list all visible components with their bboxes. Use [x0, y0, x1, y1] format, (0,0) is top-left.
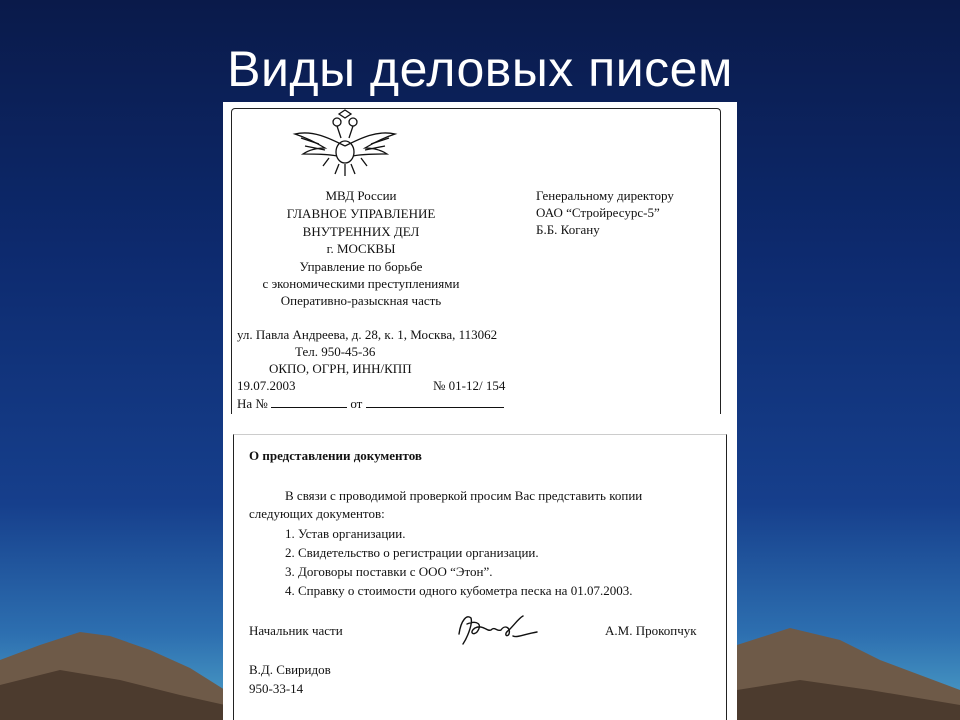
body-list-item: 3. Договоры поставки с ООО “Этон”. — [285, 564, 493, 579]
letter-body-scan — [223, 420, 737, 720]
body-list-item: 4. Справку о стоимости одного кубометра песка на 01.07.2003. — [285, 583, 633, 598]
reference-label: На № — [237, 396, 268, 411]
signer-name: А.М. Прокопчук — [605, 623, 697, 638]
body-intro-line2: следующих документов: — [249, 506, 385, 521]
letter-date: 19.07.2003 — [237, 378, 296, 393]
sender-department-cont: ВНУТРЕННИХ ДЕЛ — [302, 224, 420, 239]
recipient-title: Генеральному директору — [536, 188, 674, 203]
recipient-name: Б.Б. Когану — [536, 222, 600, 237]
letter-header-scan — [223, 102, 737, 420]
reference-line — [237, 396, 504, 412]
sender-phone: Тел. 950-45-36 — [295, 344, 376, 359]
sender-address: ул. Павла Андреева, д. 28, к. 1, Москва, 113062 — [237, 327, 498, 342]
reference-date-blank — [366, 396, 504, 408]
signer-title: Начальник части — [249, 623, 343, 638]
body-list-item: 1. Устав организации. — [285, 526, 406, 541]
sender-department: ГЛАВНОЕ УПРАВЛЕНИЕ — [286, 206, 436, 221]
sender-city: г. МОСКВЫ — [326, 241, 396, 256]
eagle-emblem-icon — [289, 108, 401, 178]
sender-division: Управление по борьбе — [299, 259, 423, 274]
handwritten-signature-icon — [453, 610, 543, 650]
body-intro-line1: В связи с проводимой проверкой просим Вас представить копии — [285, 488, 643, 503]
letter-number: № 01-12/ 154 — [433, 378, 506, 393]
body-list-item: 2. Свидетельство о регистрации организации. — [285, 545, 539, 560]
reference-number-blank — [271, 396, 347, 408]
sender-unit: Оперативно-разыскная часть — [280, 293, 442, 308]
executor-name: В.Д. Свиридов — [249, 662, 331, 677]
slide-title: Виды деловых писем — [227, 41, 733, 97]
executor-phone: 950-33-14 — [249, 681, 304, 696]
sender-codes: ОКПО, ОГРН, ИНН/КПП — [269, 361, 412, 376]
sender-division-cont: с экономическими преступлениями — [262, 276, 460, 291]
sender-ministry: МВД России — [325, 188, 397, 203]
reference-from-label: от — [350, 396, 363, 411]
letter-subject: О представлении документов — [249, 448, 422, 463]
recipient-company: ОАО “Стройресурс-5” — [536, 205, 660, 220]
